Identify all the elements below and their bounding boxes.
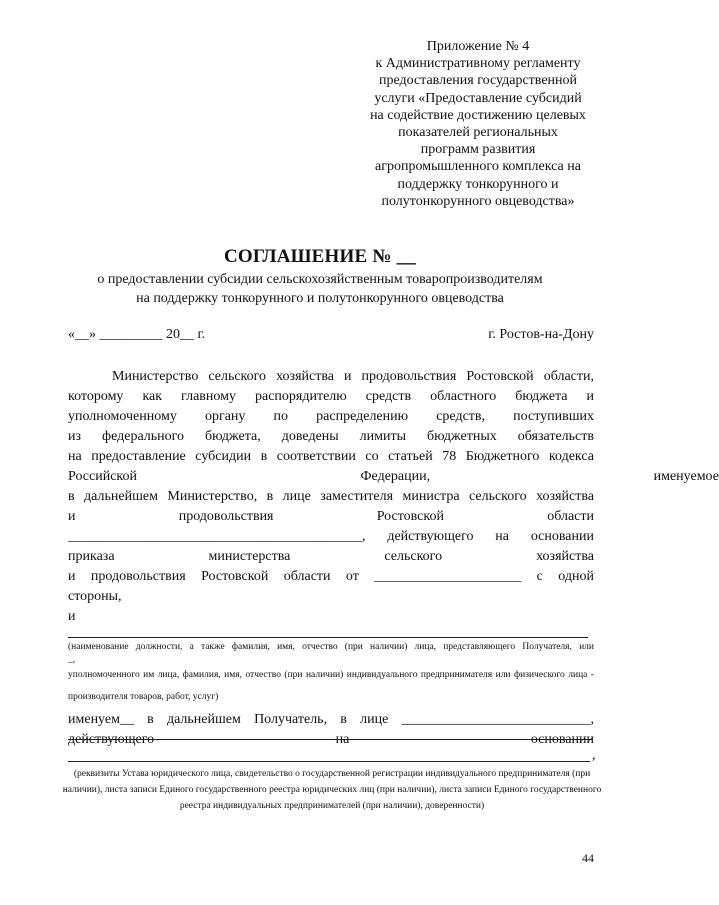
recipient-line: именуем__ в дальнейшем Получатель, в лице ___________________________, — [68, 712, 594, 727]
note-line: (наименование должности, а также фамилия, имя, отчество (при наличии) лица, представляющего Получателя, или — [68, 642, 594, 652]
appendix-line: поддержку тонкорунного и — [397, 176, 559, 192]
body-line: уполномоченному органу по распределению средств, поступивших — [68, 409, 594, 424]
page-number: 44 — [582, 851, 594, 865]
body-line: Российской Федерации, именуемое — [68, 469, 719, 484]
requisites-comma: , — [592, 748, 596, 763]
requisites-underline — [68, 761, 590, 762]
body-line: Министерство сельского хозяйства и продовольствия Ростовской области, — [112, 369, 594, 384]
subtitle-line-2: на поддержку тонкорунного и полутонкорунного овцеводства — [136, 291, 504, 306]
body-line: и — [68, 609, 76, 624]
appendix-line: агропромышленного комплекса на — [375, 159, 581, 175]
appendix-line: услуги «Предоставление субсидий — [374, 90, 582, 106]
acting-line — [68, 730, 594, 750]
body-line: которому как главному распорядителю средств областного бюджета и — [68, 389, 594, 404]
note-line: производителя товаров, работ, услуг) — [68, 692, 219, 702]
document-subtitle — [0, 270, 640, 308]
appendix-header — [352, 38, 604, 210]
appendix-line: программ развития — [420, 142, 536, 158]
appendix-line: предоставления государственной — [378, 73, 578, 89]
agreement-body — [68, 367, 719, 627]
document-title: СОГЛАШЕНИЕ № __ — [224, 246, 416, 267]
representative-note — [68, 640, 594, 709]
recipient-block — [68, 710, 594, 750]
acting-text: действующего на основании — [68, 732, 594, 747]
subtitle-line-1: о предоставлении субсидии сельскохозяйственным товаропроизводителям — [97, 272, 543, 287]
representative-underline — [68, 637, 588, 638]
note-line: уполномоченного им лица, фамилия, имя, отчество (при наличии) индивидуального предпринимателя или физического лица - — [68, 670, 594, 680]
note-line: _, — [68, 655, 76, 665]
requisites-note: (реквизиты Устава юридического лица, свидетельство о государственной регистрации индивидуального предпринимателя (при наличии), листа записи Единого государственного реестра юридических лиц (при наличии), листа записи Единого государственного реестра индивидуальных предпринимателей (при наличии), доверенности) — [62, 769, 602, 811]
appendix-line: к Административному регламенту — [375, 56, 581, 72]
body-line: __________________________________________, действующего на основании — [68, 529, 594, 544]
body-line: на предоставление субсидии в соответствии со статьей 78 Бюджетного кодекса — [68, 449, 594, 464]
acting-underline — [68, 739, 592, 740]
agreement-date: «__» _________ 20__ г. — [68, 327, 206, 342]
agreement-city: г. Ростов-на-Дону — [488, 327, 594, 342]
appendix-line: показателей региональных — [398, 125, 558, 141]
appendix-line: Приложение № 4 — [426, 39, 530, 54]
appendix-line: на содействие достижению целевых — [370, 107, 586, 123]
body-line: стороны, — [68, 589, 122, 604]
body-line: из федерального бюджета, доведены лимиты бюджетных обязательств — [68, 429, 594, 444]
appendix-line: полутонкорунного овцеводства» — [381, 193, 575, 209]
body-line: приказа министерства сельского хозяйства — [68, 549, 594, 564]
body-line: в дальнейшем Министерство, в лице заместителя министра сельского хозяйства — [68, 489, 594, 504]
body-line: и продовольствия Ростовской области — [68, 509, 594, 524]
body-line: и продовольствия Ростовской области от _____________________ с одной — [68, 569, 594, 584]
